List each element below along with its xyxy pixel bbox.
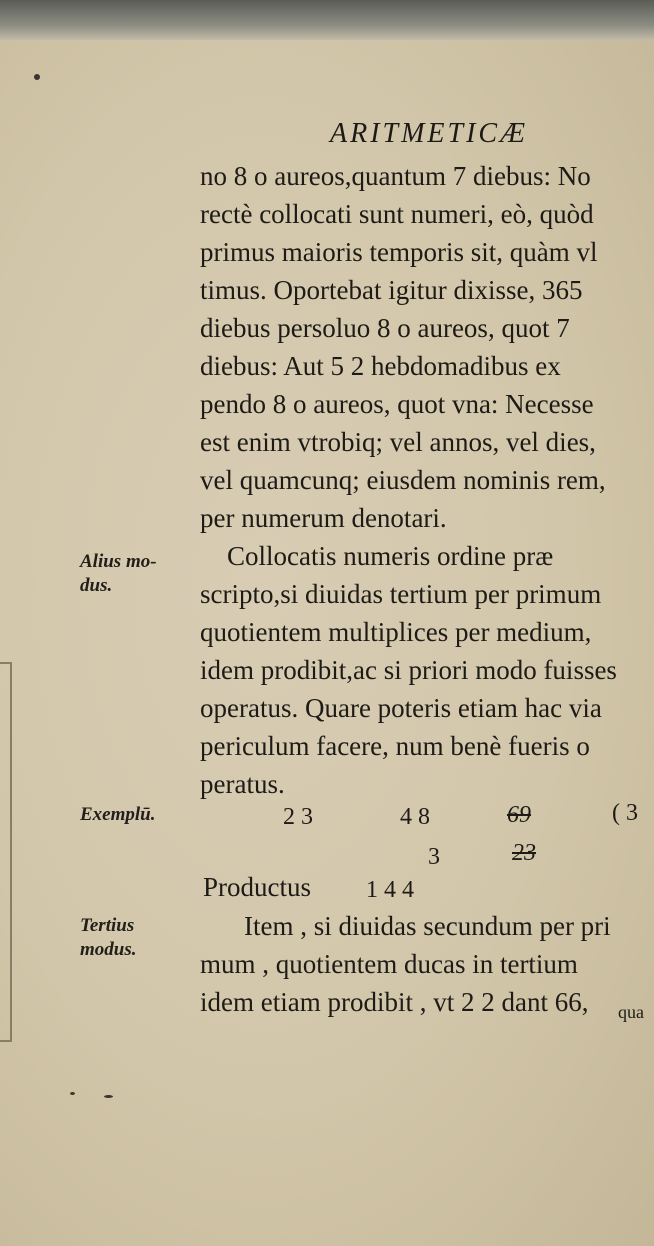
text-line: pendo 8 o aureos, quot vna: Necesse [200,389,594,419]
ink-speck [34,74,40,80]
ink-speck [104,1095,113,1098]
text-line: diebus persoluo 8 o aureos, quot 7 [200,313,570,343]
ink-speck [70,1092,75,1095]
text-line: vel quamcunq; eiusdem nominis rem, [200,465,606,495]
margin-note-line: modus. [80,939,137,960]
text-line: scripto,si diuidas tertium per primum [200,579,602,609]
running-head: ARITMETICÆ [330,118,528,149]
example-number: 3 [428,844,440,870]
example-number-struck: 23 [512,840,536,866]
margin-note-tertius-modus [80,914,137,962]
tail-text-block [200,907,654,1021]
margin-note-line: Alius mo- [80,551,157,572]
example-number: ( 3 [612,800,638,826]
text-line: quotientem multiplices per medium, [200,617,592,647]
margin-note-line: dus. [80,575,113,596]
page-fold-mark [0,662,12,1042]
text-line: peratus. [200,769,285,799]
text-line: no 8 o aureos,quantum 7 diebus: No [200,161,591,191]
margin-note-exemplum: Exemplū. [80,804,156,825]
text-line: diebus: Aut 5 2 hebdomadibus ex [200,351,561,381]
text-line: timus. Oportebat igitur dixisse, 365 [200,275,583,305]
text-line: operatus. Quare poteris etiam hac via [200,693,602,723]
text-line: Item , si diuidas secundum per pri [244,911,611,941]
text-line: Collocatis numeris ordine præ [200,541,554,571]
product-value: 1 4 4 [366,877,414,903]
margin-fragment: qua [618,1002,644,1022]
text-line: mum , quotientem ducas in tertium [200,949,578,979]
text-line: idem etiam prodibit , vt 2 2 dant 66, [200,987,589,1017]
text-line: est enim vtrobiq; vel annos, vel dies, [200,427,596,457]
example-number: 4 8 [400,804,430,830]
example-number-struck: 69 [507,802,531,828]
text-line: per numerum denotari. [200,503,447,533]
margin-note-line: Tertius [80,915,135,936]
main-text-block [200,157,654,803]
example-number: 2 3 [283,804,313,830]
product-label: Productus [203,872,311,902]
text-line: periculum facere, num benè fueris o [200,731,590,761]
text-line: idem prodibit,ac si priori modo fuisses [200,655,617,685]
margin-note-alius-modus [80,550,157,598]
book-top-edge [0,0,654,42]
text-line: primus maioris temporis sit, quàm vl [200,237,598,267]
book-page [0,40,654,1246]
text-line: rectè collocati sunt numeri, eò, quòd [200,199,594,229]
